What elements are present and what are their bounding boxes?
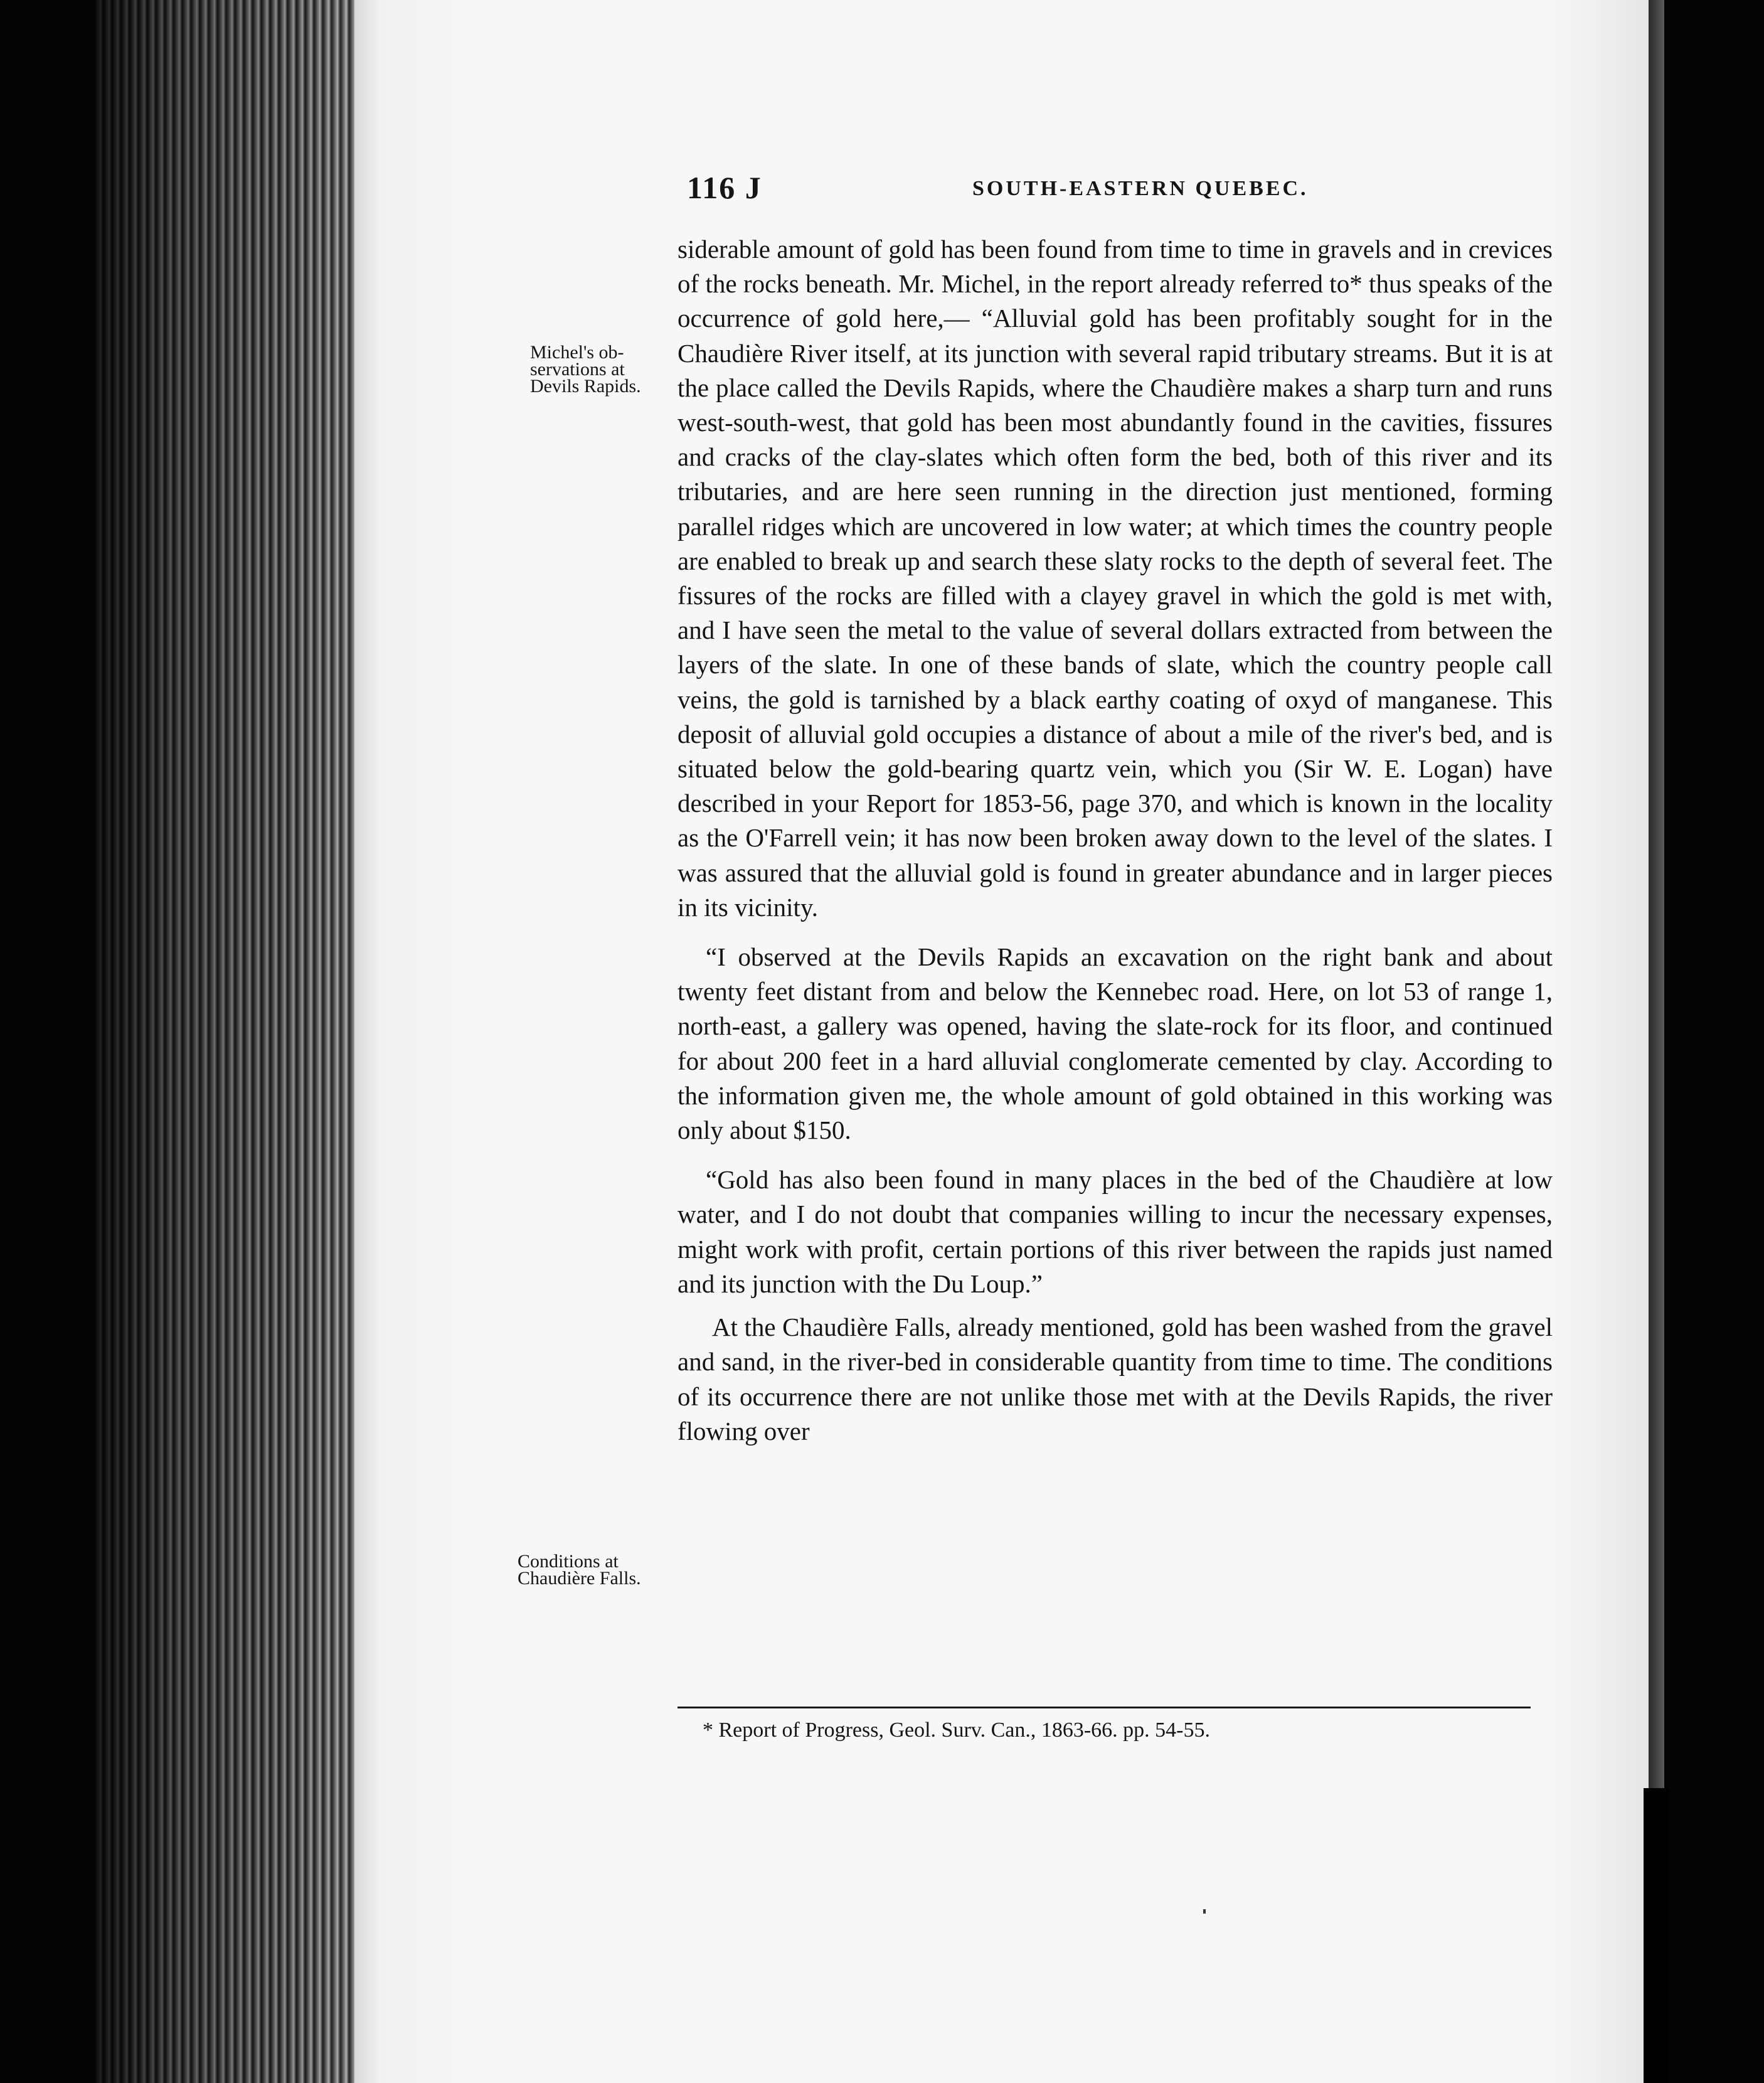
- paragraph-excavation: “I observed at the Devils Rapids an excavation on the right bank and about twenty feet distant from and below the Kennebec road. Here, on lot 53 of range 1, north-east, a gallery was opened, having the slate-rock for its floor, and continued for about 200 feet in a hard alluvial conglomerate cemented by clay. According to the information given me, the whole amount of gold obtained in this working was only about $150.: [677, 942, 1553, 1145]
- body-text: [677, 232, 1553, 1449]
- footnote: * Report of Progress, Geol. Surv. Can., 1863-66. pp. 54-55.: [703, 1718, 1210, 1742]
- scan-speck: [1203, 1909, 1206, 1914]
- paragraph-gold-bed: “Gold has also been found in many places in the bed of the Chaudière at low water, and I do not doubt that companies willing to incur the necessary expenses, might work with profit, certain portions of this river between the rapids just named and its junction with the Du Loup.”: [677, 1165, 1553, 1298]
- footnote-rule: [677, 1707, 1531, 1708]
- sidenote-michel-observations: Michel's ob-servations at Devils Rapids.: [530, 342, 641, 397]
- paragraph-chaudiere-falls: At the Chaudière Falls, already mentioned, gold has been washed from the gravel and sand, in the river-bed in considerable quantity from time to time. The conditions of its occurrence there are not unlike those met with at the Devils Rapids, the river flowing over: [677, 1313, 1553, 1446]
- page-header: [687, 169, 1553, 207]
- paragraph-michel-report: siderable amount of gold has been found from time to time in gravels and in crevices of the rocks beneath. Mr. Michel, in the report already referred to* thus speaks of the occurrence of gold here,— “Alluvial gold has been profitably sought for in the Chaudière River itself, at its junction with several rapid tributary streams. But it is at the place called the Devils Rapids, where the Chaudière makes a sharp turn and runs west-south-west, that gold has been most abundantly found in the cavities, fissures and cracks of the clay-slates which often form the bed, both of this river and its tributaries, and are here seen running in the direction just mentioned, forming parallel ridges which are uncovered in low water; at which times the country people are enabled to break up and search these slaty rocks to the depth of several feet. The fissures of the rocks are filled with a clayey gravel in which the gold is met with, and I have seen the metal to the value of several dollars extracted from between the layers of the slate. In one of these bands of slate, which the country people call veins, the gold is tarnished by a black earthy coating of oxyd of manganese. This deposit of alluvial gold occupies a distance of about a mile of the river's bed, and is situated below the gold-bearing quartz vein, which you (Sir W. E. Logan) have described in your Report for 1853-56, page 370, and which is known in the locality as the O'Farrell vein; it has now been broken away down to the level of the slates. I was assured that the alluvial gold is found in greater abundance and in larger pieces in its vicinity.: [677, 235, 1553, 922]
- page-right-edge-low: [1644, 1788, 1669, 2083]
- page-number: 116 J: [687, 170, 762, 205]
- sidenote-chaudiere-falls: Conditions at Chaudière Falls.: [518, 1551, 641, 1589]
- running-head: SOUTH-EASTERN QUEBEC.: [972, 177, 1309, 200]
- page-right-edge: [1649, 0, 1664, 1788]
- page-stack-shadow: [94, 0, 358, 2083]
